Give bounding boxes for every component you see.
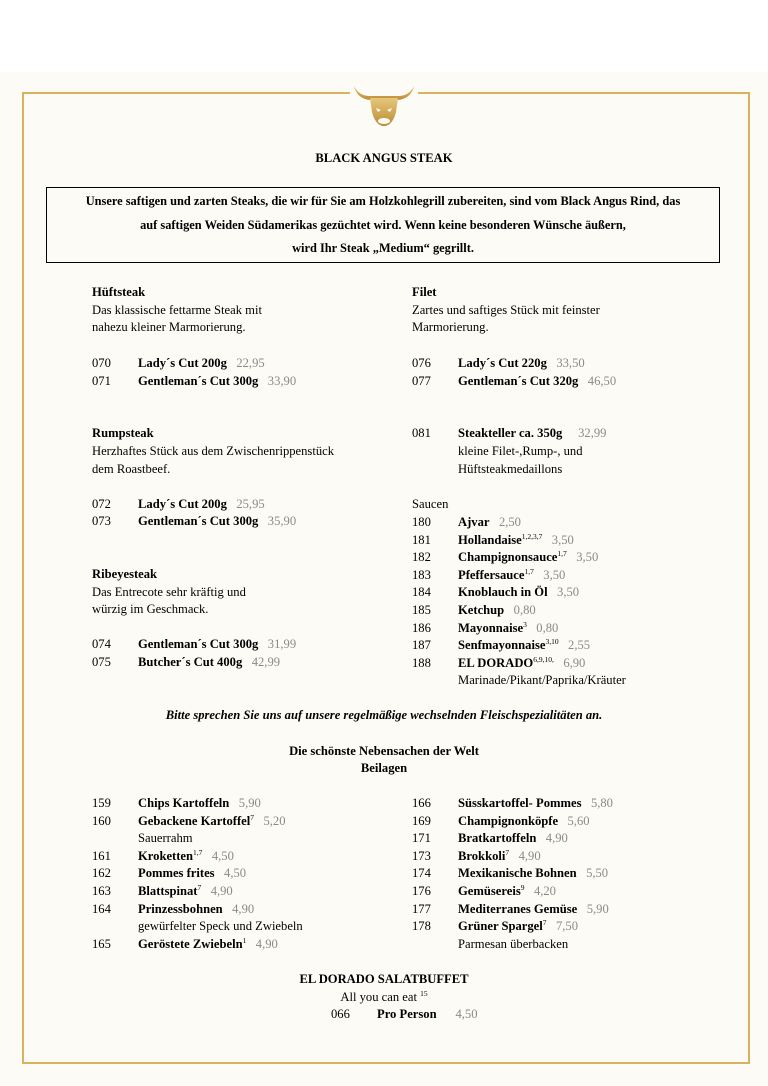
item-price: 4,50: [211, 848, 234, 863]
salad-sub-text: All you can eat: [340, 990, 417, 1004]
item-name: Gemüsereis: [458, 884, 521, 898]
item-number: 081: [412, 426, 431, 440]
item-note: gewürfelter Speck und Zwiebeln: [138, 919, 303, 934]
item-price: 3,50: [551, 532, 574, 547]
item-name: Gentleman´s Cut 300g: [138, 637, 259, 651]
menu-item: [458, 901, 609, 919]
item-number: 177: [412, 901, 431, 916]
item-number: 164: [92, 901, 111, 916]
item-price: 4,90: [518, 848, 541, 863]
item-name: Butcher´s Cut 400g: [138, 655, 243, 669]
item-price: 5,90: [586, 901, 609, 916]
item-number: 186: [412, 620, 431, 635]
menu-item: [138, 883, 233, 901]
item-name: Gentleman´s Cut 300g: [138, 514, 259, 528]
menu-item: [458, 373, 616, 391]
item-number: 160: [92, 813, 111, 828]
allergen-sup: 7: [250, 812, 255, 822]
ribeye-desc-2: würzig im Geschmack.: [92, 602, 209, 616]
item-number: 072: [92, 497, 111, 511]
menu-item: [458, 918, 578, 936]
filet-desc-2: Marmorierung.: [412, 320, 489, 334]
item-price: 3,50: [543, 567, 566, 582]
item-number: 176: [412, 884, 431, 898]
allergen-sup: 6,9,10,: [533, 654, 554, 664]
item-price: 32,99: [578, 426, 607, 440]
item-price: 46,50: [587, 374, 617, 388]
item-number: 166: [412, 796, 431, 810]
item-number: 185: [412, 603, 431, 617]
allergen-sup: 1,7: [193, 847, 203, 857]
item-name: Prinzessbohnen: [138, 901, 223, 916]
item-name: Pommes frites: [138, 866, 215, 881]
menu-item: [458, 514, 521, 532]
item-number: 073: [92, 514, 111, 528]
menu-item: [138, 901, 254, 919]
item-number: 077: [412, 374, 431, 388]
item-number: 159: [92, 796, 111, 810]
intro-line-2: auf saftigen Weiden Südamerikas gezüchtet wird. Wenn keine besonderen Wünsche äußern,: [140, 218, 626, 232]
item-name: Knoblauch in Öl: [458, 585, 548, 600]
beilagen-heading-1: Die schönste Nebensachen der Welt: [289, 744, 479, 758]
item-price: 31,99: [267, 637, 297, 651]
item-name: Ajvar: [458, 515, 490, 529]
item-number: 178: [412, 919, 431, 934]
allergen-sup: 1: [242, 935, 247, 945]
item-number: 181: [412, 532, 431, 547]
item-name: Mediterranes Gemüse: [458, 901, 578, 916]
menu-item: [458, 602, 536, 620]
allergen-sup: 1,7: [524, 566, 534, 576]
item-name: Lady´s Cut 200g: [138, 356, 227, 370]
item-name: Mexikanische Bohnen: [458, 866, 577, 881]
item-price: 4,90: [255, 936, 278, 951]
menu-item: [458, 830, 568, 848]
item-price: 0,80: [536, 620, 559, 635]
allergen-sup: 1,2,3,7: [521, 531, 543, 541]
item-number: 182: [412, 550, 431, 565]
item-price: 4,90: [545, 831, 568, 846]
item-price: 4,20: [533, 884, 556, 898]
menu-item: [458, 637, 590, 655]
ribeye-desc-1: Das Entrecote sehr kräftig und: [92, 585, 246, 599]
hueftsteak-desc-1: Das klassische fettarme Steak mit: [92, 303, 262, 317]
allergen-sup: 7: [542, 918, 547, 928]
menu-item: [458, 532, 574, 550]
item-name: Champignonsauce: [458, 550, 558, 565]
item-price: 5,20: [263, 813, 286, 828]
allergen-sup: 7: [505, 847, 510, 857]
item-name: Senfmayonnaise: [458, 638, 546, 653]
allergen-sup: 7: [197, 883, 202, 892]
rumpsteak-desc-1: Herzhaftes Stück aus dem Zwischenrippenstück: [92, 444, 335, 458]
menu-item: [458, 655, 585, 673]
item-name: Pfeffersauce: [458, 567, 525, 582]
intro-box: [46, 187, 720, 263]
item-number: 066: [331, 1007, 350, 1021]
menu-item: [458, 795, 613, 813]
menu-item: [138, 373, 296, 391]
item-name: Steakteller ca. 350g: [458, 426, 563, 440]
item-number: 075: [92, 655, 111, 669]
menu-item: [138, 848, 234, 866]
item-name: Mayonnaise: [458, 620, 524, 635]
item-name: Lady´s Cut 200g: [138, 497, 227, 511]
item-price: 5,50: [586, 866, 609, 881]
item-price: 22,95: [236, 356, 265, 370]
item-number: 071: [92, 374, 111, 388]
menu-item: [458, 567, 565, 585]
item-number: 169: [412, 813, 431, 828]
item-name: Lady´s Cut 220g: [458, 356, 547, 370]
beilagen-heading-2: Beilagen: [360, 761, 408, 775]
section-heading-filet: Filet: [412, 285, 437, 299]
menu-item: [458, 813, 590, 831]
page-title: BLACK ANGUS STEAK: [315, 151, 453, 165]
menu-item: [138, 654, 280, 672]
item-name: Kroketten: [138, 848, 194, 863]
item-price: 0,80: [513, 603, 536, 617]
steakteller-desc-1: kleine Filet-,Rump-, und: [458, 444, 583, 458]
item-number: 163: [92, 884, 111, 898]
menu-item: [458, 425, 606, 443]
specials-note: Bitte sprechen Sie uns auf unsere regelmäßige wechselnden Fleischspezialitäten an.: [165, 708, 603, 722]
intro-line-1: Unsere saftigen und zarten Steaks, die wir für Sie am Holzkohlegrill zubereiten, sind vom Black Angus Rind, das: [85, 194, 681, 208]
menu-item: [458, 883, 556, 901]
item-number: 180: [412, 515, 431, 529]
menu-item: [138, 936, 278, 954]
menu-item: [458, 865, 608, 883]
item-number: 165: [92, 936, 111, 951]
bull-head-icon: [350, 82, 418, 130]
allergen-sup: 15: [420, 989, 428, 998]
sauce-note: Marinade/Pikant/Paprika/Kräuter: [458, 673, 626, 687]
item-name: Champignonköpfe: [458, 813, 559, 828]
menu-item: [138, 636, 296, 654]
salad-sub: [0, 989, 768, 1007]
item-number: 076: [412, 356, 431, 370]
steakteller-desc-2: Hüftsteakmedaillons: [458, 462, 563, 476]
item-price: 4,90: [210, 884, 233, 898]
item-name: Süsskartoffel- Pommes: [458, 796, 582, 810]
item-name: Hollandaise: [458, 532, 522, 547]
item-number: 174: [412, 866, 431, 881]
menu-item: [458, 549, 598, 567]
allergen-sup: 9: [520, 883, 525, 892]
item-note: Sauerrahm: [138, 831, 193, 846]
menu-item: [138, 355, 265, 373]
item-name: Gentleman´s Cut 300g: [138, 374, 259, 388]
hueftsteak-desc-2: nahezu kleiner Marmorierung.: [92, 320, 246, 334]
item-number: 173: [412, 848, 431, 863]
allergen-sup: 1,7: [557, 549, 567, 559]
item-name: Chips Kartoffeln: [138, 796, 230, 810]
rumpsteak-desc-2: dem Roastbeef.: [92, 462, 171, 476]
item-number: 070: [92, 356, 111, 370]
item-price: 3,50: [557, 585, 580, 600]
menu-item: [138, 496, 265, 514]
menu-item: [458, 584, 579, 602]
menu-item: [458, 355, 585, 373]
menu-item: [138, 813, 286, 831]
item-name: Ketchup: [458, 603, 505, 617]
allergen-sup: 3: [523, 619, 527, 629]
item-price: 4,90: [232, 901, 255, 916]
salad-heading: EL DORADO SALATBUFFET: [299, 972, 469, 986]
item-number: 171: [412, 831, 431, 846]
item-name: Grüner Spargel: [458, 919, 543, 934]
item-name: Gentleman´s Cut 320g: [458, 374, 579, 388]
allergen-sup: 3,10: [545, 637, 559, 647]
item-price: 2,50: [498, 515, 521, 529]
item-price: 5,80: [590, 796, 613, 810]
item-price: 33,50: [556, 356, 585, 370]
section-heading-rumpsteak: Rumpsteak: [92, 426, 154, 440]
item-price: 4,50: [224, 866, 247, 881]
item-number: 188: [412, 655, 431, 670]
item-name: EL DORADO: [458, 655, 534, 670]
item-price: 7,50: [555, 919, 579, 934]
item-number: 161: [92, 848, 111, 863]
menu-item: [458, 620, 558, 638]
menu-item: [458, 848, 541, 866]
menu-item: [377, 1006, 478, 1024]
item-name: Blattspinat: [138, 884, 198, 898]
item-name: Geröstete Zwiebeln: [138, 936, 243, 951]
item-price: 5,60: [567, 813, 590, 828]
menu-item: [138, 795, 261, 813]
item-name: Gebackene Kartoffel: [138, 813, 251, 828]
item-name: Bratkartoffeln: [458, 831, 537, 846]
item-number: 187: [412, 638, 431, 653]
item-number: 162: [92, 866, 111, 881]
item-price: 5,90: [238, 796, 261, 810]
item-note: Parmesan überbacken: [458, 936, 569, 951]
item-number: 074: [92, 637, 111, 651]
section-heading-saucen: Saucen: [412, 497, 449, 511]
item-name: Pro Person: [377, 1007, 437, 1021]
item-price: 25,95: [236, 497, 265, 511]
item-price: 3,50: [576, 550, 599, 565]
item-number: 183: [412, 567, 431, 582]
item-price: 35,90: [267, 514, 297, 528]
item-price: 42,99: [251, 655, 281, 669]
section-heading-ribeye: Ribeyesteak: [92, 567, 158, 581]
item-name: Brokkoli: [458, 848, 506, 863]
intro-line-3: wird Ihr Steak „Medium“ gegrillt.: [292, 241, 474, 255]
menu-item: [138, 865, 246, 883]
menu-item: [138, 513, 296, 531]
item-number: 184: [412, 585, 431, 600]
filet-desc-1: Zartes und saftiges Stück mit feinster: [412, 303, 600, 317]
item-price: 4,50: [455, 1007, 478, 1021]
item-price: 6,90: [563, 655, 586, 670]
item-price: 33,90: [267, 374, 297, 388]
item-price: 2,55: [568, 638, 591, 653]
section-heading-hueftsteak: Hüftsteak: [92, 285, 146, 299]
